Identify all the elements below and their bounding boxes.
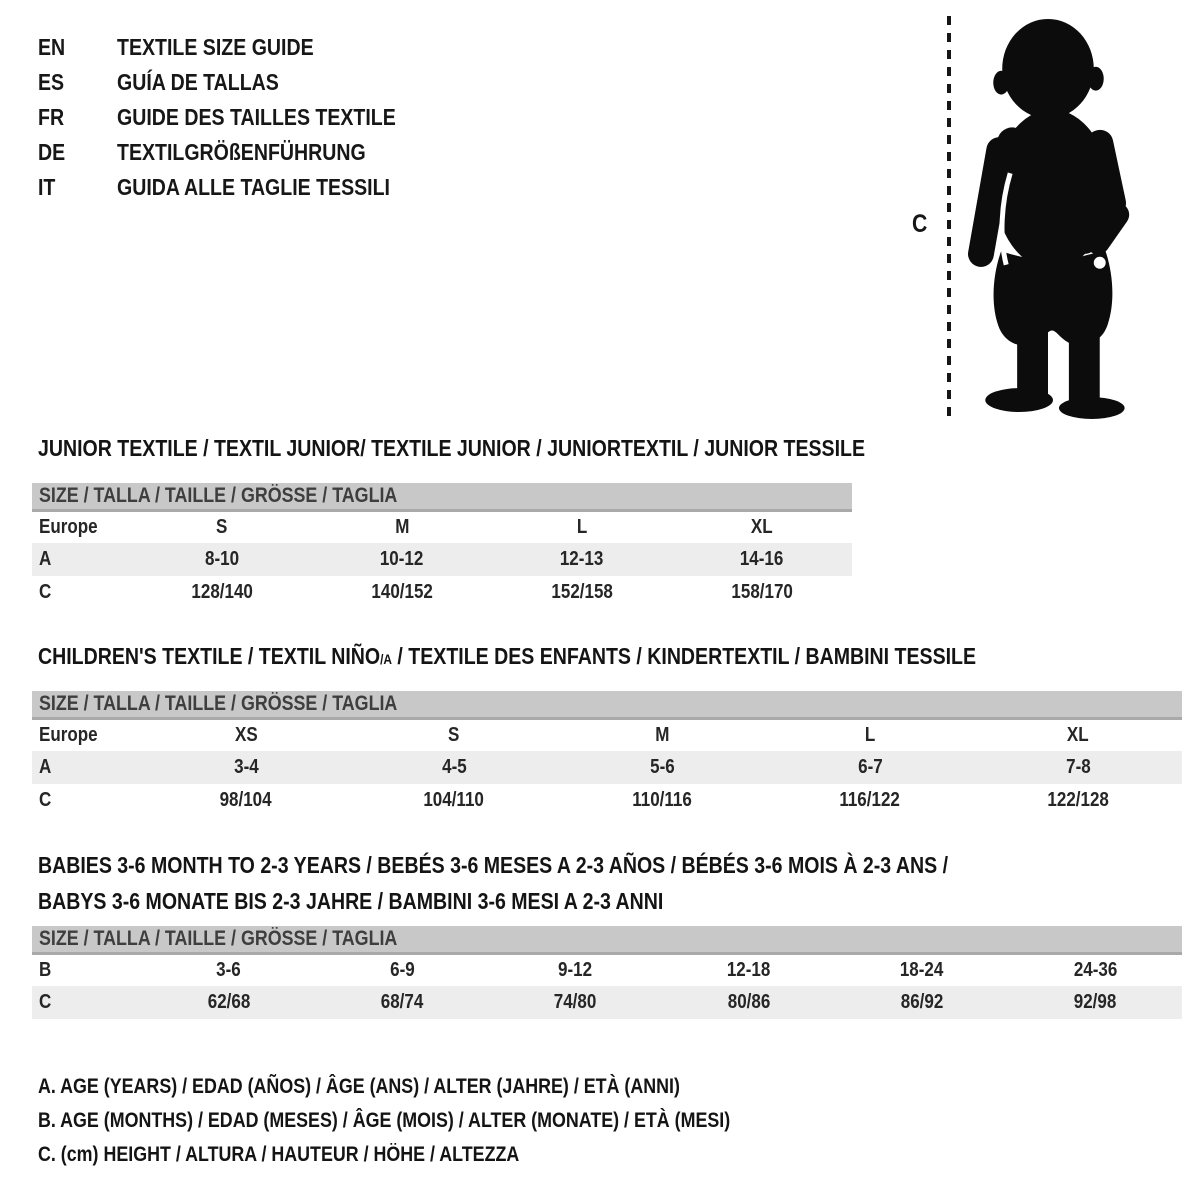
height-cell: 104/110	[423, 789, 485, 811]
size-cell: XL	[751, 515, 773, 538]
table-row	[32, 718, 1182, 751]
table-row	[32, 751, 1182, 784]
children-size-table	[32, 691, 1182, 817]
age-cell: 12-18	[726, 958, 771, 981]
language-row-it	[38, 170, 445, 205]
size-header-bar: SIZE / TALLA / TAILLE / GRÖSSE / TAGLIA	[32, 483, 852, 510]
language-row-fr	[38, 100, 445, 135]
language-code: EN	[38, 34, 66, 60]
height-cell: 74/80	[554, 991, 597, 1013]
row-label: C	[39, 581, 52, 603]
age-cell: 24-36	[1073, 958, 1118, 981]
age-cell: 6-9	[389, 958, 415, 981]
row-label: C	[39, 991, 52, 1013]
row-label: A	[39, 756, 52, 778]
language-code: ES	[38, 69, 65, 95]
row-label: Europe	[39, 515, 98, 538]
language-list	[38, 30, 445, 205]
table-row	[32, 543, 852, 576]
language-title: TEXTILGRÖßENFÜHRUNG	[117, 139, 366, 165]
height-measure-dashed-line	[947, 16, 951, 416]
age-cell: 9-12	[558, 958, 593, 981]
size-cell: M	[394, 515, 410, 538]
junior-textile-section-title: JUNIOR TEXTILE / TEXTIL JUNIOR/ TEXTILE JUNIOR / JUNIORTEXTIL / JUNIOR TESSILE	[38, 435, 866, 461]
language-code: IT	[38, 174, 56, 200]
age-cell: 6-7	[857, 756, 883, 778]
height-cell: 68/74	[380, 991, 424, 1013]
toddler-silhouette	[955, 12, 1140, 420]
size-cell: XL	[1067, 723, 1089, 746]
height-cell: 80/86	[727, 991, 770, 1013]
legend-line-a: A. AGE (YEARS) / EDAD (AÑOS) / ÂGE (ANS) / ALTER (JAHRE) / ETÀ (ANNI)	[38, 1075, 680, 1098]
age-cell: 5-6	[649, 756, 675, 778]
size-cell: S	[216, 515, 228, 538]
legend	[38, 1070, 852, 1172]
height-measure-label-c: C	[912, 210, 928, 238]
size-header-bar: SIZE / TALLA / TAILLE / GRÖSSE / TAGLIA	[32, 926, 1182, 953]
babies-textile-section-title	[38, 847, 1109, 919]
height-cell: 122/128	[1047, 789, 1109, 811]
language-code: DE	[38, 139, 66, 165]
height-cell: 140/152	[371, 581, 433, 603]
height-cell: 116/122	[839, 789, 901, 811]
age-cell: 18-24	[900, 958, 944, 981]
table-row	[32, 576, 852, 609]
row-label: Europe	[39, 723, 98, 746]
table-row	[32, 986, 1182, 1019]
row-label: B	[39, 958, 52, 981]
babies-size-table	[32, 926, 1182, 1019]
height-cell: 62/68	[207, 991, 250, 1013]
height-cell: 98/104	[219, 789, 272, 811]
row-label: C	[39, 789, 52, 811]
babies-title-line-2: BABYS 3-6 MONATE BIS 2-3 JAHRE / BAMBINI 3-6 MESI A 2-3 ANNI	[38, 888, 664, 914]
babies-title-line-1: BABIES 3-6 MONTH TO 2-3 YEARS / BEBÉS 3-6 MESES A 2-3 AÑOS / BÉBÉS 3-6 MOIS À 2-3 ANS /	[38, 852, 949, 878]
height-cell: 152/158	[551, 581, 613, 603]
size-cell: XS	[234, 723, 258, 746]
size-cell: L	[864, 723, 876, 746]
height-cell: 110/116	[632, 789, 692, 811]
legend-line-b: B. AGE (MONTHS) / EDAD (MESES) / ÂGE (MOIS) / ALTER (MONATE) / ETÀ (MESI)	[38, 1109, 731, 1132]
language-row-es	[38, 65, 445, 100]
age-cell: 10-12	[380, 548, 424, 570]
language-title: GUIDA ALLE TAGLIE TESSILI	[117, 174, 390, 200]
title-subscript: /A	[380, 651, 392, 667]
age-cell: 8-10	[204, 548, 240, 570]
height-cell: 128/140	[191, 581, 253, 603]
size-cell: L	[576, 515, 588, 538]
language-title: GUÍA DE TALLAS	[117, 69, 279, 95]
size-header-bar: SIZE / TALLA / TAILLE / GRÖSSE / TAGLIA	[32, 691, 1182, 718]
language-title: TEXTILE SIZE GUIDE	[117, 34, 314, 60]
language-row-de	[38, 135, 445, 170]
table-row	[32, 784, 1182, 817]
children-textile-section-title: CHILDREN'S TEXTILE / TEXTIL NIÑO/A / TEXTILE DES ENFANTS / KINDERTEXTIL / BAMBINI TESSILE	[38, 643, 977, 669]
junior-size-table	[32, 483, 852, 609]
age-cell: 7-8	[1065, 756, 1091, 778]
row-label: A	[39, 548, 52, 570]
age-cell: 3-4	[233, 756, 259, 778]
age-cell: 12-13	[560, 548, 604, 570]
age-cell: 3-6	[216, 958, 241, 981]
height-cell: 92/98	[1074, 991, 1117, 1013]
language-title: GUIDE DES TAILLES TEXTILE	[117, 104, 396, 130]
legend-line-c: C. (cm) HEIGHT / ALTURA / HAUTEUR / HÖHE / ALTEZZA	[38, 1143, 520, 1166]
language-code: FR	[38, 104, 65, 130]
language-row-en	[38, 30, 445, 65]
table-row	[32, 510, 852, 543]
size-cell: S	[448, 723, 460, 746]
height-cell: 86/92	[900, 991, 944, 1013]
age-cell: 14-16	[740, 548, 784, 570]
size-cell: M	[654, 723, 670, 746]
age-cell: 4-5	[441, 756, 467, 778]
height-cell: 158/170	[731, 581, 793, 603]
table-row	[32, 953, 1182, 986]
